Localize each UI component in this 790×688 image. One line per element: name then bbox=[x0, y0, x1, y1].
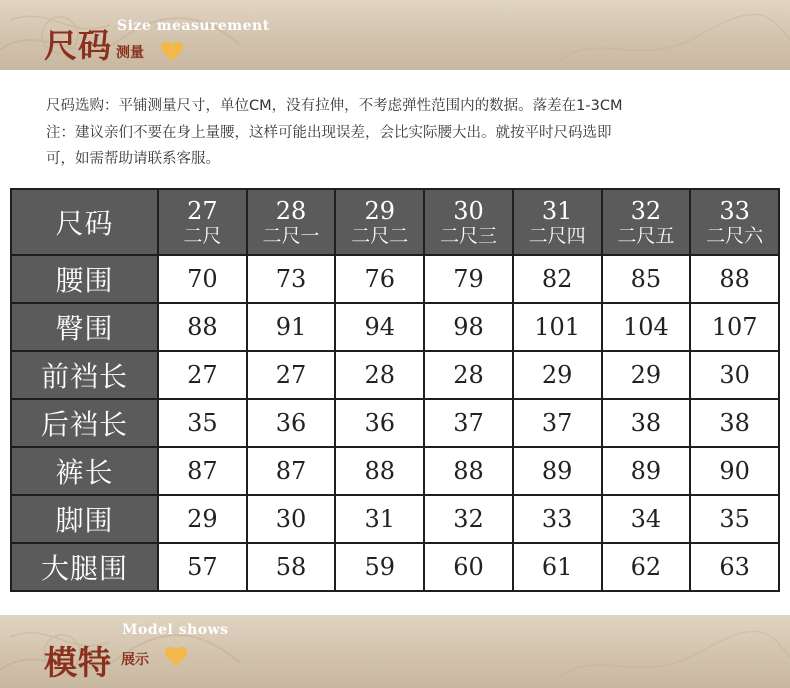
table-cell: 89 bbox=[513, 447, 602, 495]
table-cell: 37 bbox=[424, 399, 513, 447]
model-banner bbox=[0, 615, 790, 688]
table-cell: 35 bbox=[690, 495, 779, 543]
size-number: 29 bbox=[364, 196, 396, 225]
table-cell: 82 bbox=[513, 255, 602, 303]
size-header bbox=[424, 189, 513, 255]
size-chart-table bbox=[10, 188, 780, 592]
size-banner bbox=[0, 0, 790, 70]
table-header-row bbox=[11, 189, 779, 255]
table-cell: 30 bbox=[247, 495, 336, 543]
size-chinese: 二尺四 bbox=[528, 224, 586, 247]
table-row-thigh bbox=[11, 543, 779, 591]
size-chinese: 二尺二 bbox=[351, 224, 409, 247]
table-cell: 59 bbox=[335, 543, 424, 591]
table-cell: 37 bbox=[513, 399, 602, 447]
table-row-leg-opening bbox=[11, 495, 779, 543]
table-cell: 90 bbox=[690, 447, 779, 495]
table-cell: 98 bbox=[424, 303, 513, 351]
table-row-waist bbox=[11, 255, 779, 303]
table-cell: 101 bbox=[513, 303, 602, 351]
table-cell: 58 bbox=[247, 543, 336, 591]
table-cell: 61 bbox=[513, 543, 602, 591]
table-cell: 63 bbox=[690, 543, 779, 591]
table-cell: 57 bbox=[158, 543, 247, 591]
banner-subtitle: 测量 bbox=[116, 45, 144, 61]
banner-english-title: Size measurement bbox=[117, 18, 270, 34]
size-header bbox=[335, 189, 424, 255]
table-cell: 35 bbox=[158, 399, 247, 447]
size-header bbox=[247, 189, 336, 255]
table-cell: 62 bbox=[602, 543, 691, 591]
size-header bbox=[513, 189, 602, 255]
table-row-front-rise bbox=[11, 351, 779, 399]
heart-icon bbox=[164, 645, 188, 667]
row-label: 大腿围 bbox=[11, 543, 158, 591]
table-cell: 32 bbox=[424, 495, 513, 543]
size-chinese: 二尺一 bbox=[262, 224, 320, 247]
table-cell: 87 bbox=[247, 447, 336, 495]
table-cell: 34 bbox=[602, 495, 691, 543]
table-cell: 36 bbox=[247, 399, 336, 447]
corner-label: 尺码 bbox=[11, 189, 158, 255]
size-header bbox=[602, 189, 691, 255]
table-cell: 104 bbox=[602, 303, 691, 351]
row-label: 臀围 bbox=[11, 303, 158, 351]
table-cell: 28 bbox=[335, 351, 424, 399]
table-cell: 29 bbox=[513, 351, 602, 399]
banner-title: 尺码 bbox=[44, 26, 112, 65]
size-header bbox=[690, 189, 779, 255]
heart-icon bbox=[160, 40, 184, 62]
table-cell: 94 bbox=[335, 303, 424, 351]
table-row-pants-length bbox=[11, 447, 779, 495]
table-cell: 85 bbox=[602, 255, 691, 303]
row-label: 前裆长 bbox=[11, 351, 158, 399]
table-cell: 76 bbox=[335, 255, 424, 303]
table-cell: 60 bbox=[424, 543, 513, 591]
size-number: 28 bbox=[275, 196, 307, 225]
note-line-3: 可，如需帮助请联系客服。 bbox=[46, 151, 220, 167]
table-cell: 88 bbox=[424, 447, 513, 495]
row-label: 腰围 bbox=[11, 255, 158, 303]
banner-title: 模特 bbox=[44, 643, 112, 682]
table-cell: 28 bbox=[424, 351, 513, 399]
table-cell: 79 bbox=[424, 255, 513, 303]
decorative-swirl-pattern bbox=[0, 615, 790, 688]
table-row-back-rise bbox=[11, 399, 779, 447]
table-cell: 33 bbox=[513, 495, 602, 543]
banner-english-title: Model shows bbox=[122, 622, 229, 638]
table-cell: 30 bbox=[690, 351, 779, 399]
table-cell: 29 bbox=[158, 495, 247, 543]
size-number: 30 bbox=[453, 196, 484, 225]
note-line-2: 注：建议亲们不要在身上量腰，这样可能出现误差，会比实际腰大出。就按平时尺码选即 bbox=[46, 125, 612, 141]
table-row-hip bbox=[11, 303, 779, 351]
table-cell: 70 bbox=[158, 255, 247, 303]
note-line-1: 尺码选购：平铺测量尺寸，单位CM，没有拉伸，不考虑弹性范围内的数据。落差在1-3CM bbox=[46, 98, 623, 114]
size-chinese: 二尺五 bbox=[617, 224, 675, 247]
size-number: 33 bbox=[719, 196, 750, 225]
size-chinese: 二尺 bbox=[183, 224, 222, 247]
table-cell: 107 bbox=[690, 303, 779, 351]
table-cell: 87 bbox=[158, 447, 247, 495]
size-header bbox=[158, 189, 247, 255]
table-cell: 31 bbox=[335, 495, 424, 543]
table-cell: 88 bbox=[690, 255, 779, 303]
table-cell: 88 bbox=[335, 447, 424, 495]
size-chinese: 二尺三 bbox=[439, 224, 497, 247]
table-cell: 38 bbox=[602, 399, 691, 447]
table-cell: 88 bbox=[158, 303, 247, 351]
table-cell: 27 bbox=[247, 351, 336, 399]
row-label: 脚围 bbox=[11, 495, 158, 543]
size-number: 27 bbox=[187, 196, 218, 225]
table-cell: 27 bbox=[158, 351, 247, 399]
table-cell: 73 bbox=[247, 255, 336, 303]
size-number: 32 bbox=[630, 196, 662, 225]
table-cell: 38 bbox=[690, 399, 779, 447]
row-label: 后裆长 bbox=[11, 399, 158, 447]
table-cell: 29 bbox=[602, 351, 691, 399]
banner-subtitle: 展示 bbox=[121, 652, 149, 668]
size-number: 31 bbox=[541, 196, 573, 225]
table-cell: 91 bbox=[247, 303, 336, 351]
size-chinese: 二尺六 bbox=[706, 224, 764, 247]
table-cell: 36 bbox=[335, 399, 424, 447]
row-label: 裤长 bbox=[11, 447, 158, 495]
table-cell: 89 bbox=[602, 447, 691, 495]
